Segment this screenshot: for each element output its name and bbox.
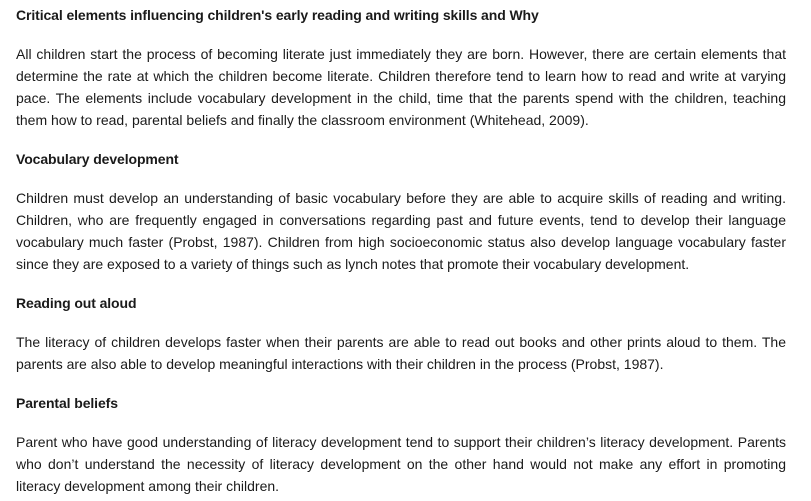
section-heading: Parental beliefs (16, 395, 118, 411)
section-heading: Reading out aloud (16, 295, 137, 311)
section-reading-out-aloud (16, 293, 786, 375)
section-paragraph: Parent who have good understanding of literacy development tend to support their children’s literacy development. Parents who don’t understand the necessity of literacy development on the other hand would not make any effort in promoting literacy development among their children. (16, 434, 786, 494)
section-vocabulary-development (16, 149, 786, 275)
section-paragraph: Children must develop an understanding of basic vocabulary before they are able to acquire skills of reading and writing. Children, who are frequently engaged in conversations regarding past and future events, tend to develop their language vocabulary much faster (Probst, 1987). Children from high socioeconomic status also develop language vocabulary faster since they are exposed to a variety of things such as lynch notes that promote their vocabulary development. (16, 190, 786, 272)
section-parental-beliefs (16, 393, 786, 497)
section-heading: Vocabulary development (16, 151, 179, 167)
intro-paragraph: All children start the process of becoming literate just immediately they are born. However, there are certain elements that determine the rate at which the children become literate. Children therefore tend to learn how to read and write at varying pace. The elements include vocabulary development in the child, time that the parents spend with the children, teaching them how to read, parental beliefs and finally the classroom environment (Whitehead, 2009). (16, 46, 786, 128)
document-title: Critical elements influencing children's early reading and writing skills and Why (16, 7, 539, 23)
section-paragraph: The literacy of children develops faster when their parents are able to read out books and other prints aloud to them. The parents are also able to develop meaningful interactions with their children in the process (Probst, 1987). (16, 334, 786, 372)
